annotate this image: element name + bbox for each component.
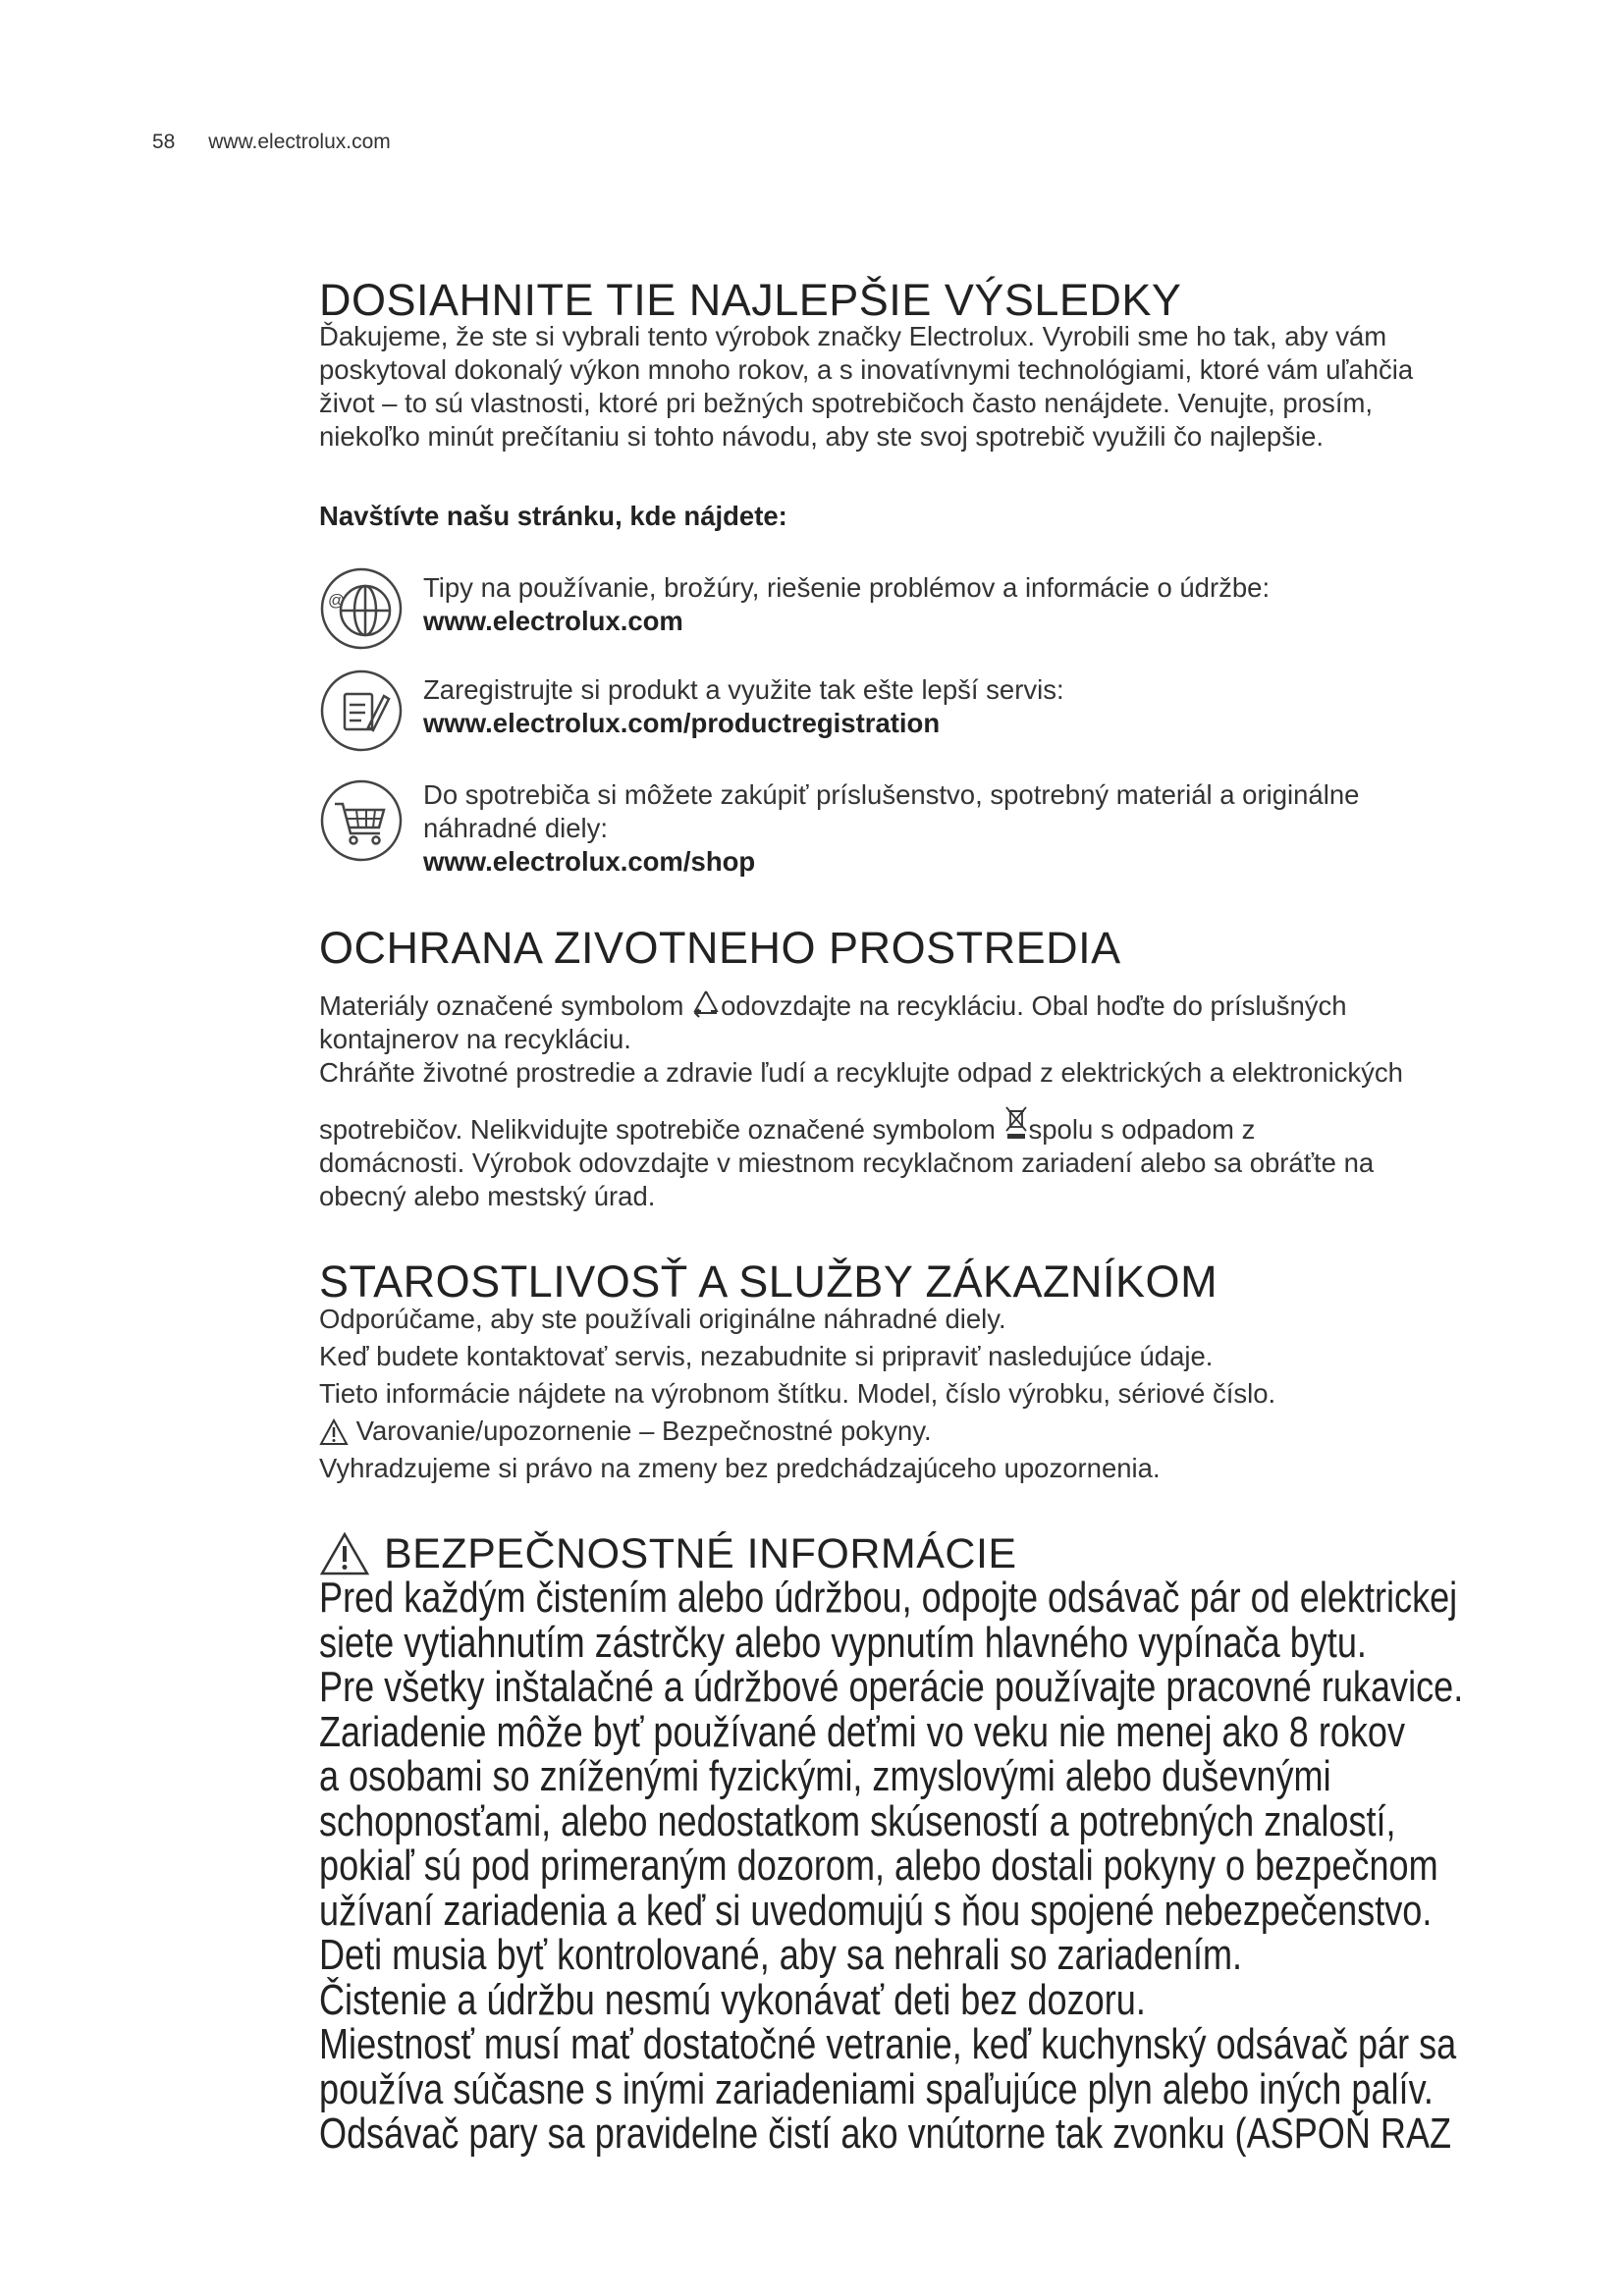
registration-form-icon (319, 668, 404, 753)
safety-line: používa súčasne s inými zariadeniami spaľujúce plyn alebo iných palív. (319, 2064, 1434, 2113)
intro-paragraph (319, 320, 1517, 454)
safety-line: schopnosťami, alebo nedostatkom skúseností a potrebných znalostí, (319, 1796, 1396, 1845)
section-title-safety (319, 1531, 1017, 1576)
info-item-text: Tipy na používanie, brožúry, riešenie problémov a informácie o údržbe: (423, 572, 1271, 603)
safety-line: Odsávač pary sa pravidelne čistí ako vnútorne tak zvonku (ASPOŇ RAZ (319, 2109, 1452, 2158)
info-item-text: náhradné diely: (423, 813, 609, 843)
care-text: Odporúčame, aby ste používali originálne náhradné diely. (319, 1304, 1006, 1334)
warning-icon (319, 1418, 349, 1446)
env-text: odovzdajte na recykláciu. Obal hoďte do príslušných (721, 990, 1347, 1021)
section-title-best-results: DOSIAHNITE TIE NAJLEPŠIE VÝSLEDKY (319, 275, 1182, 325)
section-title-environment: OCHRANA ZIVOTNEHO PROSTREDIA (319, 923, 1121, 973)
section-title-customer-care: STAROSTLIVOSŤ A SLUŽBY ZÁKAZNÍKOM (319, 1256, 1218, 1307)
safety-line: Miestnosť musí mať dostatočné vetranie, keď kuchynský odsávač pár sa (319, 2020, 1457, 2068)
shopping-cart-icon (319, 778, 404, 863)
page-header (152, 131, 391, 154)
info-item-text: Zaregistrujte si produkt a využite tak ešte lepší servis: (423, 674, 1064, 705)
environment-paragraph (319, 989, 1517, 1213)
care-text: Tieto informácie nájdete na výrobnom štítku. Model, číslo výrobku, sériové číslo. (319, 1378, 1276, 1409)
safety-line: Čistenie a údržbu nesmú vykonávať deti bez dozoru. (319, 1975, 1146, 2024)
intro-line: niekoľko minút prečítaniu si tohto návodu, aby ste svoj spotrebič využili čo najlepšie. (319, 421, 1325, 452)
safety-line: a osobami so zníženými fyzickými, zmyslovými alebo duševnými (319, 1752, 1331, 1800)
care-text: Varovanie/upozornenie – Bezpečnostné pokyny. (355, 1415, 932, 1446)
care-text: Keď budete kontaktovať servis, nezabudnite si pripraviť nasledujúce údaje. (319, 1341, 1214, 1371)
intro-line: poskytoval dokonalý výkon mnoho rokov, a s inovatívnymi technológiami, ktoré vám uľahčia (319, 354, 1414, 385)
safety-line: Deti musia byť kontrolované, aby sa nehrali so zariadením. (319, 1931, 1243, 1979)
page-number: 58 (152, 131, 176, 153)
env-text: Chráňte životné prostredie a zdravie ľudí a recyklujte odpad z elektrických a elektronických (319, 1057, 1403, 1088)
safety-title: BEZPEČNOSTNÉ INFORMÁCIE (384, 1529, 1017, 1577)
recycle-icon (691, 989, 721, 1021)
care-text: Vyhradzujeme si právo na zmeny bez predchádzajúceho upozornenia. (319, 1453, 1161, 1483)
safety-paragraph (319, 1575, 1537, 2157)
env-text: spotrebičov. Nelikvidujte spotrebiče označené symbolom (319, 1114, 1003, 1145)
info-item-text: Do spotrebiča si môžete zakúpiť príslušenstvo, spotrebný materiál a originálne (423, 779, 1360, 810)
safety-line: Zariadenie môže byť používané deťmi vo veku nie menej ako 8 rokov (319, 1707, 1406, 1756)
link-shop[interactable]: www.electrolux.com/shop (423, 846, 756, 877)
web-globe-icon (319, 566, 404, 651)
safety-line: pokiaľ sú pod primeraným dozorom, alebo dostali pokyny o bezpečnom (319, 1842, 1438, 1890)
env-text: kontajnerov na recykláciu. (319, 1024, 631, 1054)
safety-line: Pre všetky inštalačné a údržbové operácie používajte pracovné rukavice. (319, 1663, 1464, 1711)
customer-care-paragraph (319, 1301, 1517, 1487)
visit-heading: Navštívte našu stránku, kde nájdete: (319, 501, 787, 531)
intro-line: život – to sú vlastnosti, ktoré pri bežných spotrebičoch často nenájdete. Venujte, prosím, (319, 388, 1374, 418)
env-text: spolu s odpadom z (1028, 1114, 1256, 1145)
crossed-bin-icon (1003, 1103, 1029, 1143)
intro-line: Ďakujeme, že ste si vybrali tento výrobok značky Electrolux. Vyrobili sme ho tak, aby vám (319, 321, 1387, 351)
safety-line: Pred každým čistením alebo údržbou, odpojte odsávač pár od elektrickej (319, 1574, 1458, 1622)
warning-icon (319, 1531, 370, 1576)
safety-line: užívaní zariadenia a keď si uvedomujú s ňou spojené nebezpečenstvo. (319, 1886, 1433, 1935)
safety-line: siete vytiahnutím zástrčky alebo vypnutím hlavného vypínača bytu. (319, 1618, 1367, 1667)
env-text: obecný alebo mestský úrad. (319, 1181, 656, 1211)
header-url: www.electrolux.com (208, 131, 391, 153)
link-electrolux[interactable]: www.electrolux.com (423, 606, 683, 636)
link-product-registration[interactable]: www.electrolux.com/productregistration (423, 708, 941, 738)
env-text: domácnosti. Výrobok odovzdajte v miestnom recyklačnom zariadení alebo sa obráťte na (319, 1148, 1375, 1178)
svg-text:@: @ (328, 591, 346, 610)
env-text: Materiály označené symbolom (319, 990, 692, 1021)
